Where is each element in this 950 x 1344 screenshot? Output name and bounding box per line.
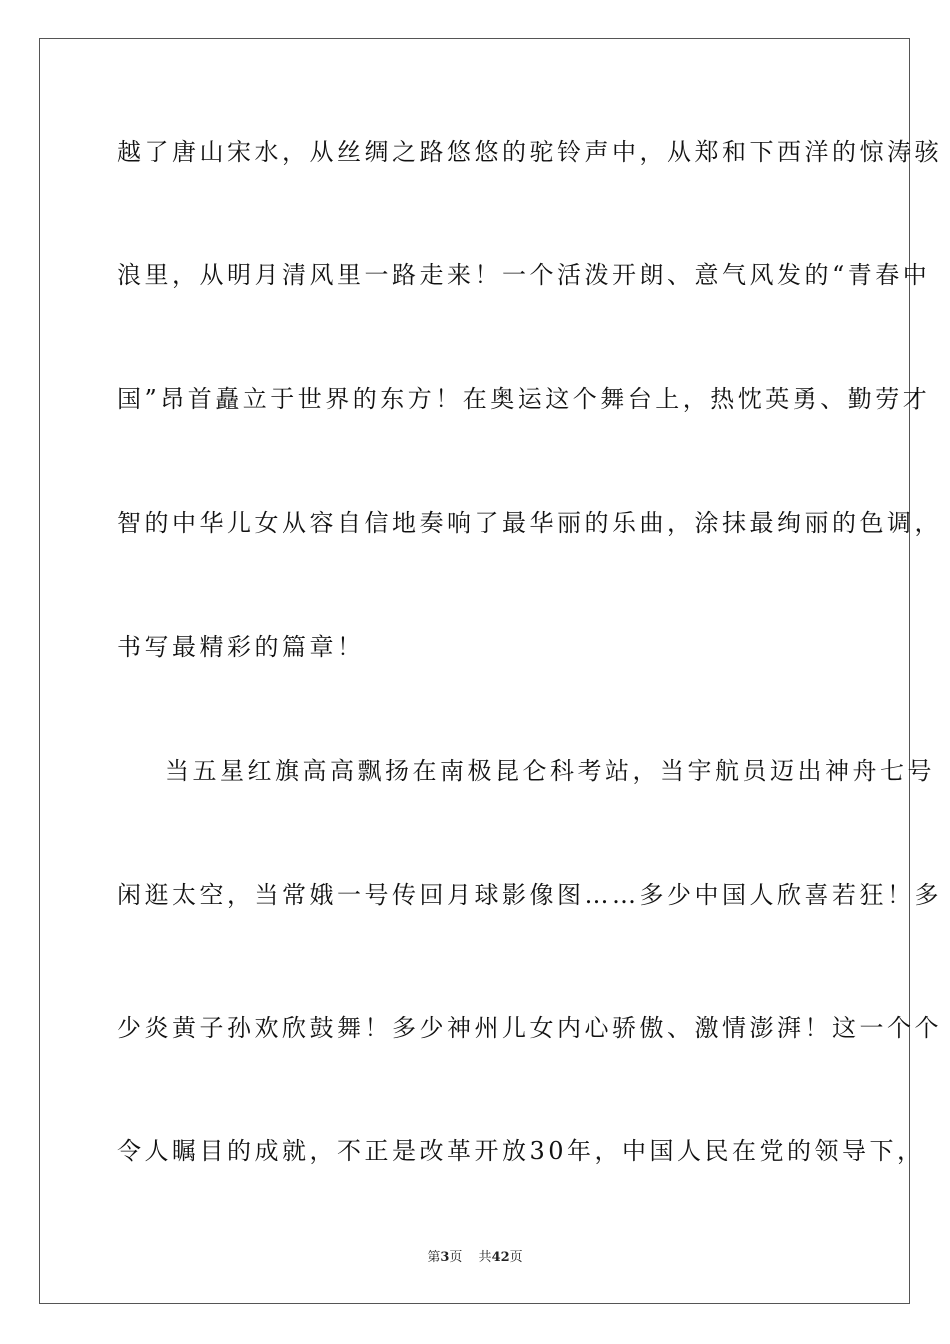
page-number: 3 bbox=[440, 1250, 450, 1265]
page-suffix: 页 bbox=[449, 1250, 463, 1265]
text-line: 智的中华儿女从容自信地奏响了最华丽的乐曲，涂抹最绚丽的色调， bbox=[117, 509, 942, 537]
text-line: 令人瞩目的成就，不正是改革开放30年，中国人民在党的领导下， bbox=[117, 1137, 925, 1165]
text-line: 浪里，从明月清风里一路走来！一个活泼开朗、意气风发的“青春中 bbox=[117, 261, 931, 289]
page-footer bbox=[0, 1246, 950, 1265]
text-line: 国”昂首矗立于世界的东方！在奥运这个舞台上，热忱英勇、勤劳才 bbox=[117, 385, 931, 413]
page-indicator bbox=[427, 1250, 462, 1265]
total-prefix: 共 bbox=[478, 1250, 492, 1265]
total-indicator bbox=[479, 1250, 523, 1265]
page-prefix: 第 bbox=[427, 1250, 441, 1265]
text-line: 当五星红旗高高飘扬在南极昆仑科考站，当宇航员迈出神舟七号 bbox=[165, 757, 935, 785]
text-line: 少炎黄子孙欢欣鼓舞！多少神州儿女内心骄傲、激情澎湃！这一个个 bbox=[117, 1014, 942, 1042]
total-pages: 42 bbox=[491, 1250, 510, 1265]
total-suffix: 页 bbox=[509, 1250, 523, 1265]
text-line: 闲逛太空，当常娥一号传回月球影像图……多少中国人欣喜若狂！多 bbox=[117, 881, 942, 909]
page-border bbox=[39, 38, 942, 1304]
text-line: 越了唐山宋水，从丝绸之路悠悠的驼铃声中，从郑和下西洋的惊涛骇 bbox=[117, 138, 942, 166]
text-line: 书写最精彩的篇章！ bbox=[117, 633, 365, 661]
